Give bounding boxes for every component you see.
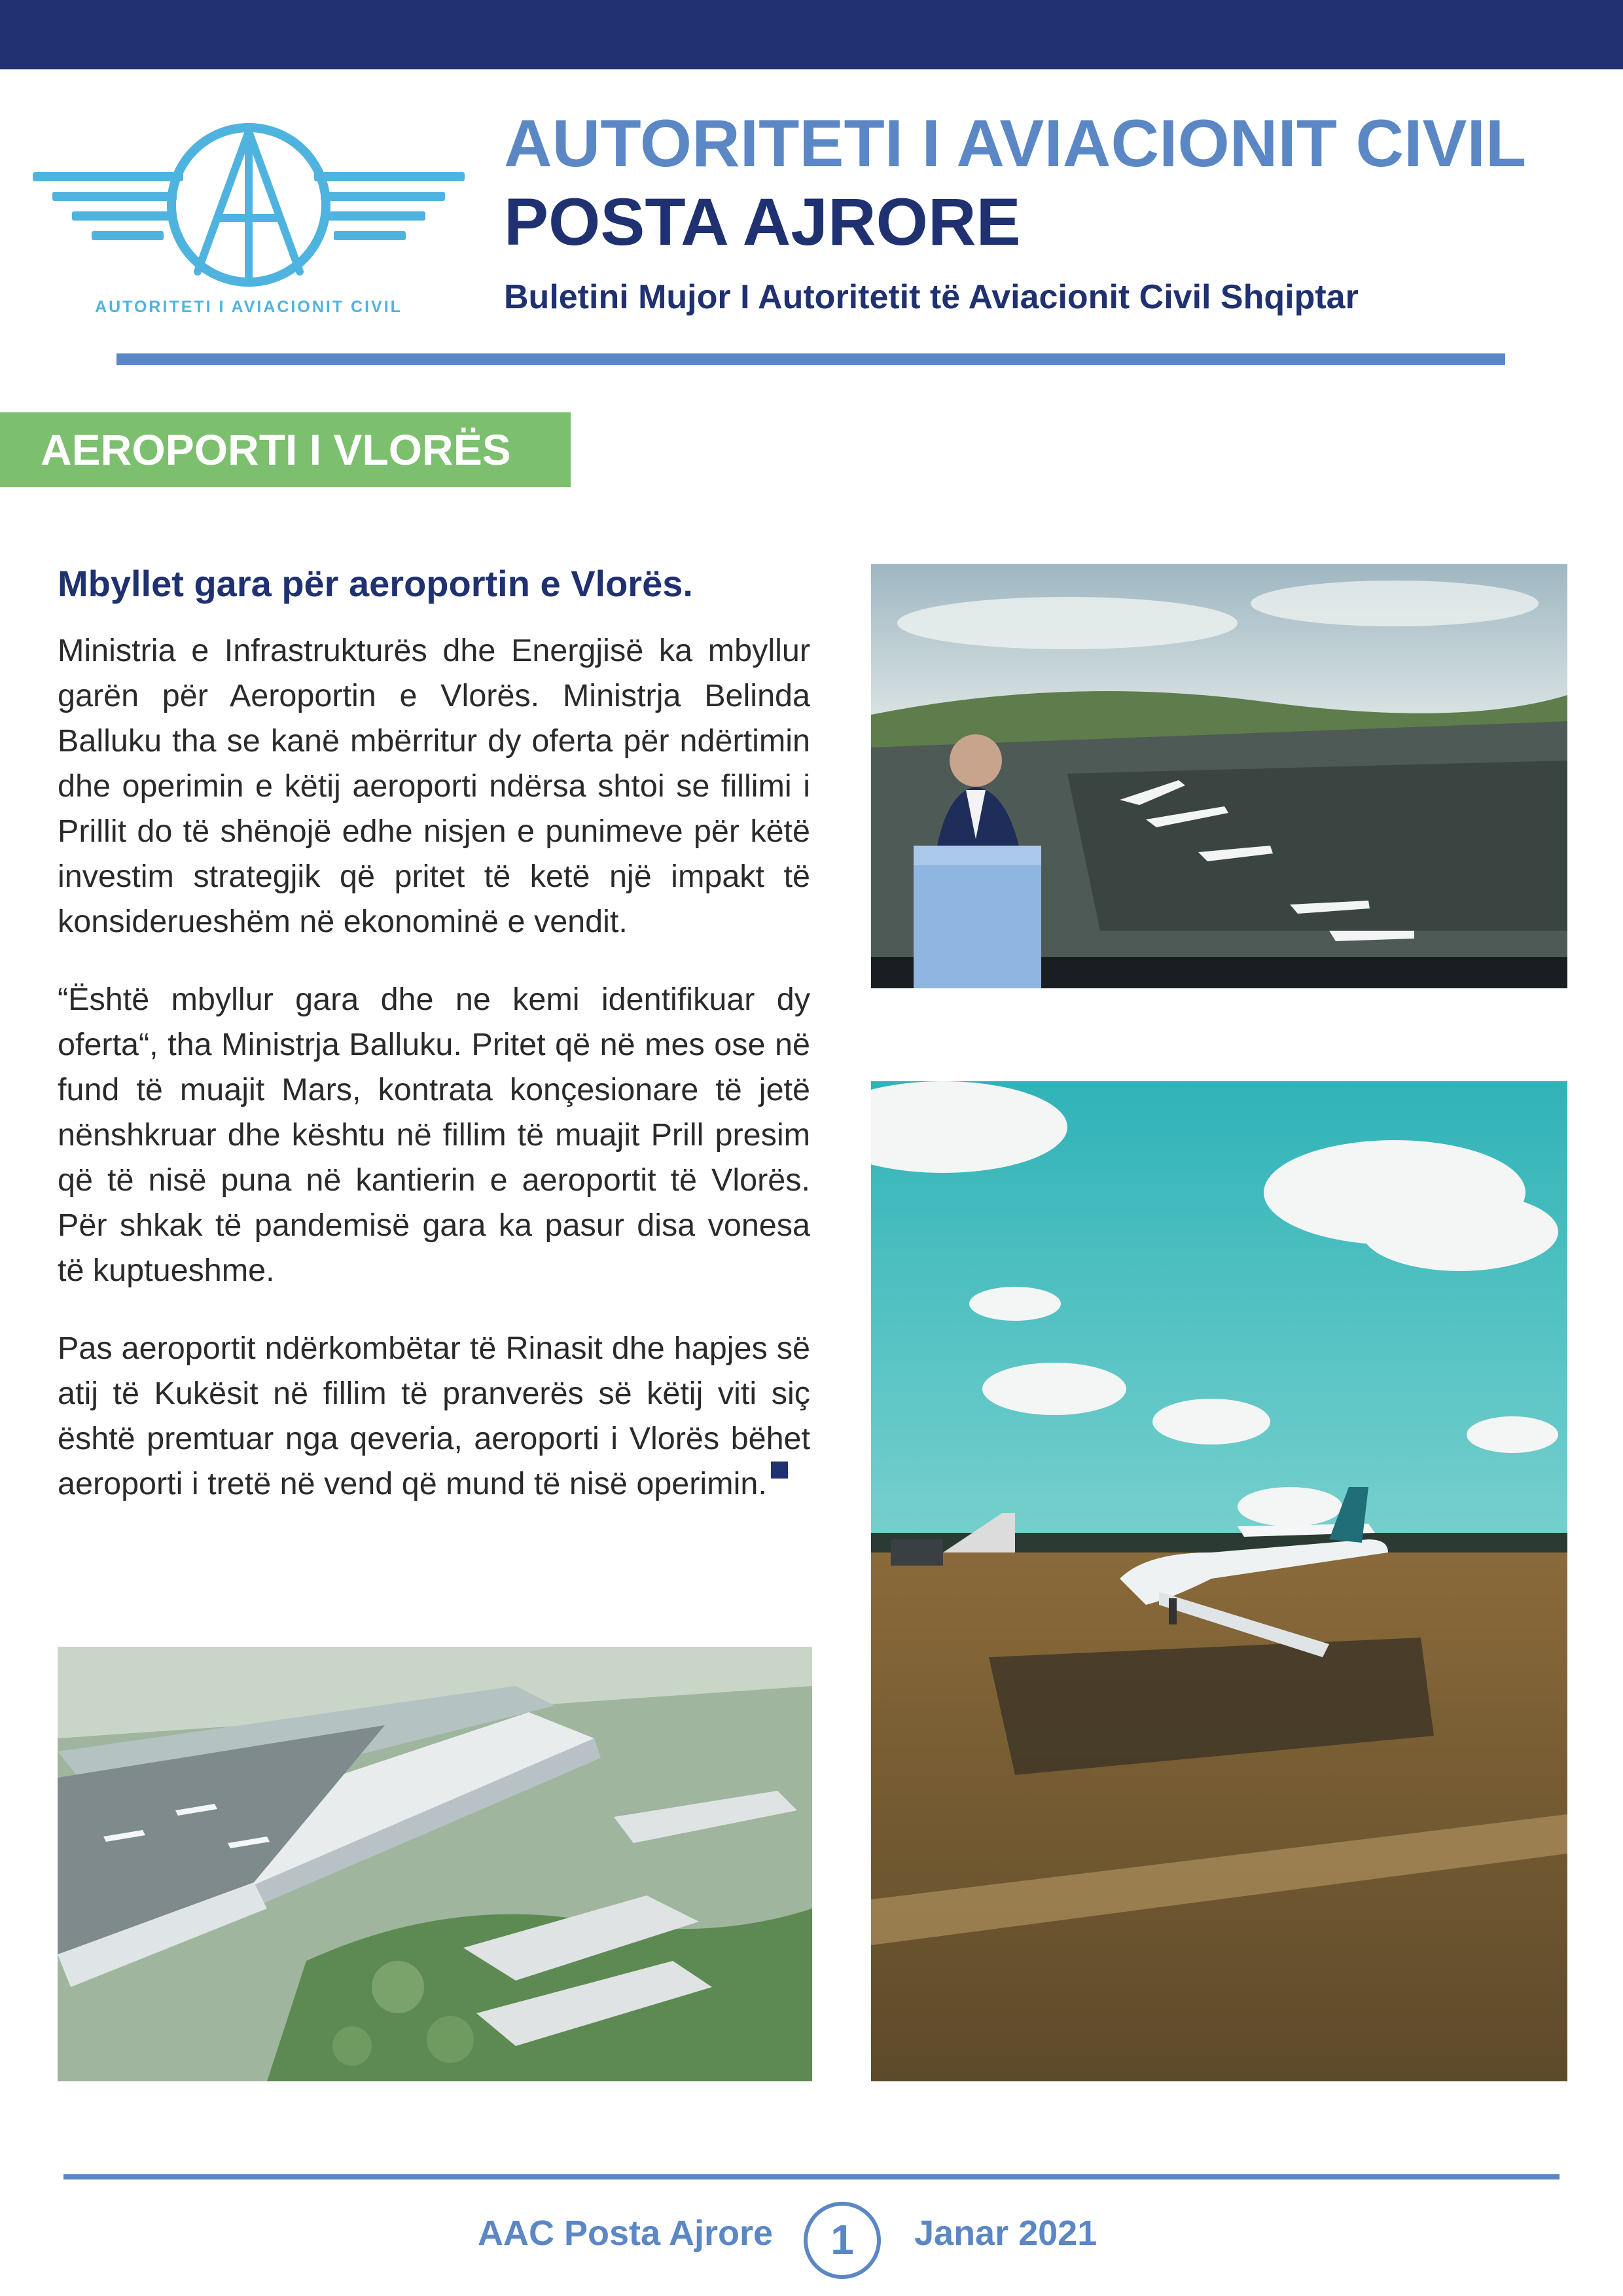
article-paragraph-text: Pas aeroportit ndërkombëtar të Rinasit dhe hapjes së atij të Kukësit në fillim të pranverës së këtij viti siç është premtuar nga qeveria, aeroporti i Vlorës bëhet aeroporti i tretë në vend që mund të nisë operimin.: [58, 1331, 810, 1501]
section-tag: AEROPORTI I VLORËS: [0, 412, 571, 487]
article-body: [58, 628, 810, 1539]
org-title: AUTORITETI I AVIACIONIT CIVIL: [504, 106, 1527, 181]
article-paragraph-last: [58, 1326, 810, 1507]
airplane-apron-photo: [871, 1081, 1567, 2081]
footer-divider: [63, 2174, 1560, 2179]
minister-podium-photo: [871, 564, 1567, 988]
page-number: 1: [804, 2202, 881, 2279]
terminal-render-image: [58, 1647, 812, 2081]
article-heading: Mbyllet gara për aeroportin e Vlorës.: [58, 563, 693, 604]
article-paragraph: “Është mbyllur gara dhe ne kemi identifikuar dy oferta“, tha Ministrja Balluku. Pritet që në mes ose në fund të muajit Mars, kontrata konçesionare të jetë nënshkruar dhe kështu në fillim të muajit Prill presim që të nisë puna në kantierin e aeroportit të Vlorës. Për shkak të pandemisë gara ka pasur disa vonesa të kuptueshme.: [58, 982, 810, 1288]
aac-logo-icon: [26, 108, 471, 331]
footer-date: Janar 2021: [914, 2214, 1097, 2253]
end-of-article-mark: [771, 1462, 788, 1479]
footer-publication-name: AAC Posta Ajrore: [478, 2214, 774, 2253]
header-divider: [116, 353, 1505, 365]
article-paragraph: Ministria e Infrastrukturës dhe Energjisë ka mbyllur garën për Aeroportin e Vlorës. Ministrja Belinda Balluku tha se kanë mbërritur dy oferta për ndërtimin dhe operimin e këtij aeroporti ndërsa shtoi se fillimi i Prillit do të shënojë edhe nisjen e punimeve për këtë investim strategjik që pritet të ketë një impakt të konsiderueshëm në ekonominë e vendit.: [58, 633, 810, 939]
publication-title: POSTA AJRORE: [504, 185, 1021, 259]
logo-caption: AUTORITETI I AVIACIONIT CIVIL: [95, 298, 402, 316]
aac-logo: [26, 108, 471, 331]
top-color-bar: [0, 0, 1623, 69]
publication-subtitle: Buletini Mujor I Autoritetit të Aviacionit Civil Shqiptar: [504, 278, 1359, 316]
